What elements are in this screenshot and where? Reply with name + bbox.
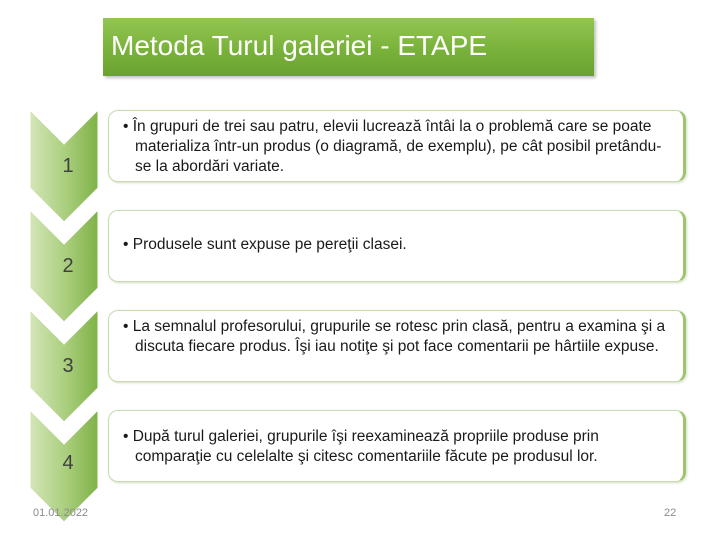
footer-date: 01.01.2022	[33, 507, 89, 519]
step-4-text: • După turul galeriei, grupurile îşi reexaminează propriile produse prin comparaţie cu celelalte şi citesc comentariile făcute pe produsul lor.	[123, 428, 599, 465]
step-1-box	[108, 110, 686, 182]
slide-title: Metoda Turul galeriei - ETAPE	[111, 30, 488, 61]
page-number: 22	[664, 507, 677, 519]
step-3-text: • La semnalul profesorului, grupurile se rotesc prin clasă, pentru a examina şi a discuta fiecare produs. Îşi iau notiţe şi pot face comentarii pe hârtiile expuse.	[123, 318, 666, 355]
step-3-number: 3	[62, 355, 74, 377]
step-2-number: 2	[62, 255, 74, 277]
step-3-box	[108, 310, 686, 382]
step-2-box	[108, 210, 686, 282]
step-1-text: • În grupuri de trei sau patru, elevii lucrează întâi la o problemă care se poate materializa într-un produs (o diagramă, de exemplu), pe cât posibil pretându-se la abordări variate.	[123, 118, 662, 175]
step-4-box	[108, 410, 686, 482]
step-1-number: 1	[62, 155, 74, 177]
step-2-text: • Produsele sunt expuse pe pereţii clasei.	[123, 236, 407, 253]
step-4-number: 4	[62, 452, 74, 474]
